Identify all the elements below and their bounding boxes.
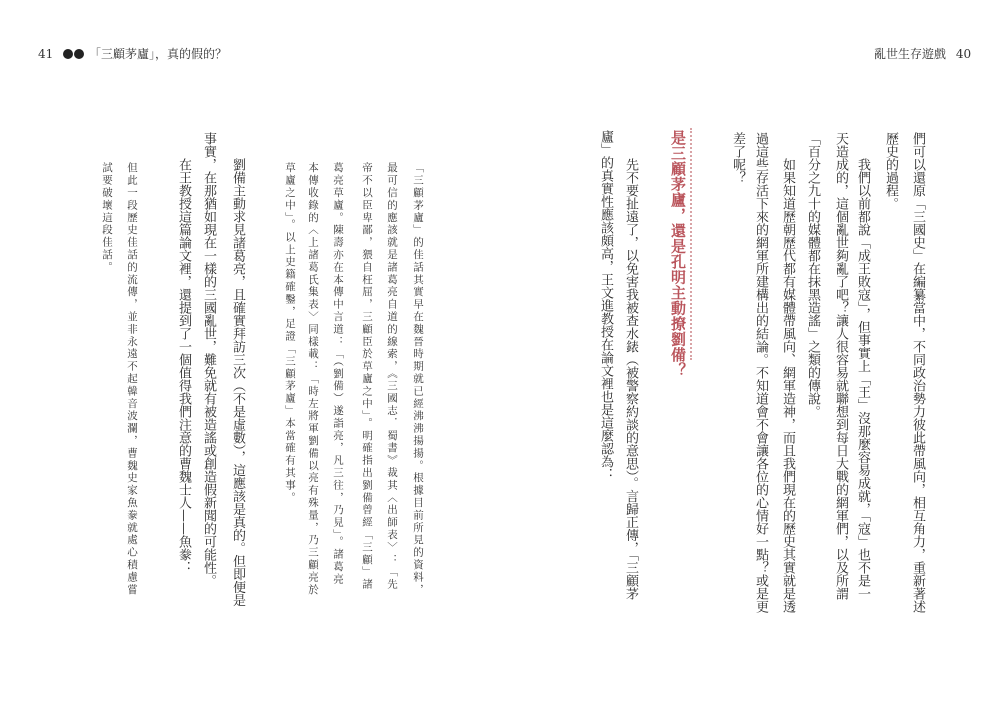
text-column: 「百分之九十的媒體都在抹黑造謠」之類的傳說。 <box>805 132 820 418</box>
text-column: 在王教授這篇論文裡，還提到了一個值得我們注意的曹魏士人——魚豢： <box>176 158 191 574</box>
text-column: 廬」的真實性應該頗高，王文進教授在論文裡也是這麼認為： <box>598 130 613 481</box>
chapter-title: 「三顧茅廬」，真的假的？ <box>88 47 227 61</box>
chapter-badge-icon <box>63 47 85 61</box>
quote-column: 最可信的應該就是諸葛亮自道的線索，《三國志．蜀書》裁其〈出師表〉：「先 <box>386 162 398 591</box>
section-heading: 是三顧茅廬，還是孔明主動撩劉備？ <box>669 130 687 378</box>
right-page-header <box>874 45 971 62</box>
text-column: 事實，在那猶如現在一樣的三國亂世，難免就有被造謠或創造假新聞的可能性。 <box>201 132 216 587</box>
text-column: 先不要扯遠了，以免害我被查水錶（被警察約談的意思）。言歸正傳，「三顧茅 <box>623 158 638 600</box>
quote-column: 葛亮草廬。陳壽亦在本傳中言道：「（劉備）遂詣亮，凡三往，乃見」。諸葛亮 <box>332 162 344 586</box>
left-page-header <box>38 45 227 62</box>
quote-column: 草廬之中」。以上史籍確鑿，足證「三顧茅廬」本當確有其事。 <box>284 162 296 504</box>
page-number: 41 <box>38 47 54 61</box>
page-number: 40 <box>955 47 972 61</box>
heading-dotted-rule <box>690 128 692 360</box>
text-column: 劉備主動求見諸葛亮，且確實拜訪三次（不是虛數），這應該是真的。但即便是 <box>230 158 245 607</box>
book-title: 亂世生存遊戲 <box>874 47 947 61</box>
text-column: 們可以還原「三國史」在編纂當中，不同政治勢力彼此帶風向，相互角力，重新著述 <box>910 132 925 613</box>
text-column: 我們以前都說「成王敗寇」，但事實上「王」沒那麼容易成就，「寇」也不是一 <box>855 158 870 600</box>
quote-column: 「三顧茅廬」的佳話其實早在魏晉時期就已經沸沸揚揚。根據目前所見的資料， <box>412 162 424 596</box>
quote-column: 帝不以臣卑鄙，猥自枉屈，三顧臣於草廬之中」。明確指出劉備曾經「三顧」諸 <box>361 162 373 591</box>
quote-column: 試要破壞這段佳話。 <box>101 162 113 274</box>
text-column: 差了呢？ <box>730 132 745 184</box>
text-column: 如果知道歷朝歷代都有媒體帶風向、網軍造神，而且我們現在的歷史其實就是透 <box>780 158 795 613</box>
quote-column: 但此一段歷史佳話的流傳，並非永遠不起韓音波瀾，曹魏史家魚豢就處心積慮嘗 <box>126 162 138 596</box>
text-column: 天造成的，這個亂世夠亂了吧？讓人很容易就聯想到每日大戰的網軍們，以及所謂 <box>833 132 848 600</box>
quote-column: 本傳收錄的〈上諸葛氏集表〉同樣載：「時左將軍劉備以亮有殊量，乃三顧亮於 <box>307 162 319 596</box>
text-column: 歷史的過程。 <box>883 132 898 210</box>
text-column: 過這些存活下來的網軍所建構出的結論。不知道會不會讓各位的心情好一點？或是更 <box>753 132 768 613</box>
